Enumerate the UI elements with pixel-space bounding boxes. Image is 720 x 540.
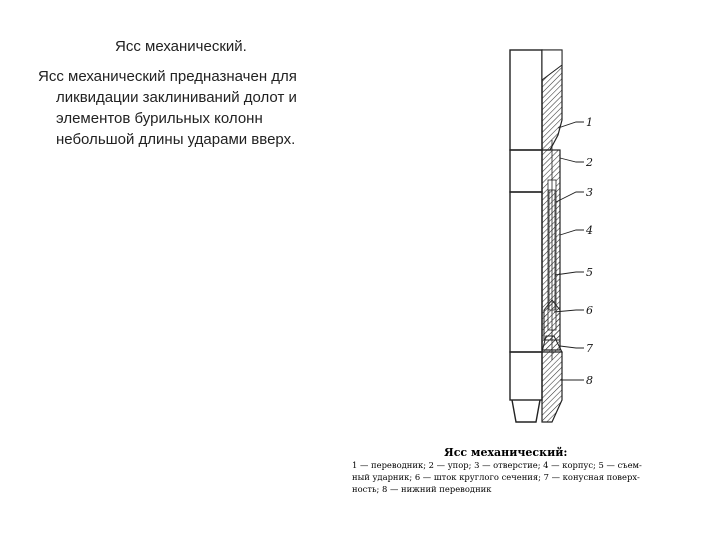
upper-sub [542,50,562,150]
callout-3: 3 [586,186,593,199]
bottom-sub [542,336,562,422]
body-rest: ликвидации заклиниваний долот и элементов бурильных колонн небольшой длины ударами вверх. [56,89,297,148]
figure-caption [352,459,682,495]
callout-4: 4 [586,224,593,237]
callout-1: 1 [586,116,593,129]
body-first-line: Ясс механический предназначен для [38,68,297,85]
caption-line: ность; 8 — нижний переводник [352,484,492,494]
slide-title: Ясс механический. [115,38,247,55]
callout-8: 8 [586,374,593,387]
caption-line: 1 — переводник; 2 — упор; 3 — отверстие; 4 — корпус; 5 — съем- [352,460,642,470]
jar-diagram [340,40,640,440]
figure-caption-title: Ясс механический: [444,446,568,459]
jar-body-outline [510,50,542,422]
callout-6: 6 [586,304,593,317]
caption-line: ный ударник; 6 — шток круглого сечения; 7 — конусная поверх- [352,472,640,482]
slide-body [38,66,338,150]
callout-7: 7 [586,342,593,355]
callout-2: 2 [586,156,593,169]
callout-5: 5 [586,266,593,279]
